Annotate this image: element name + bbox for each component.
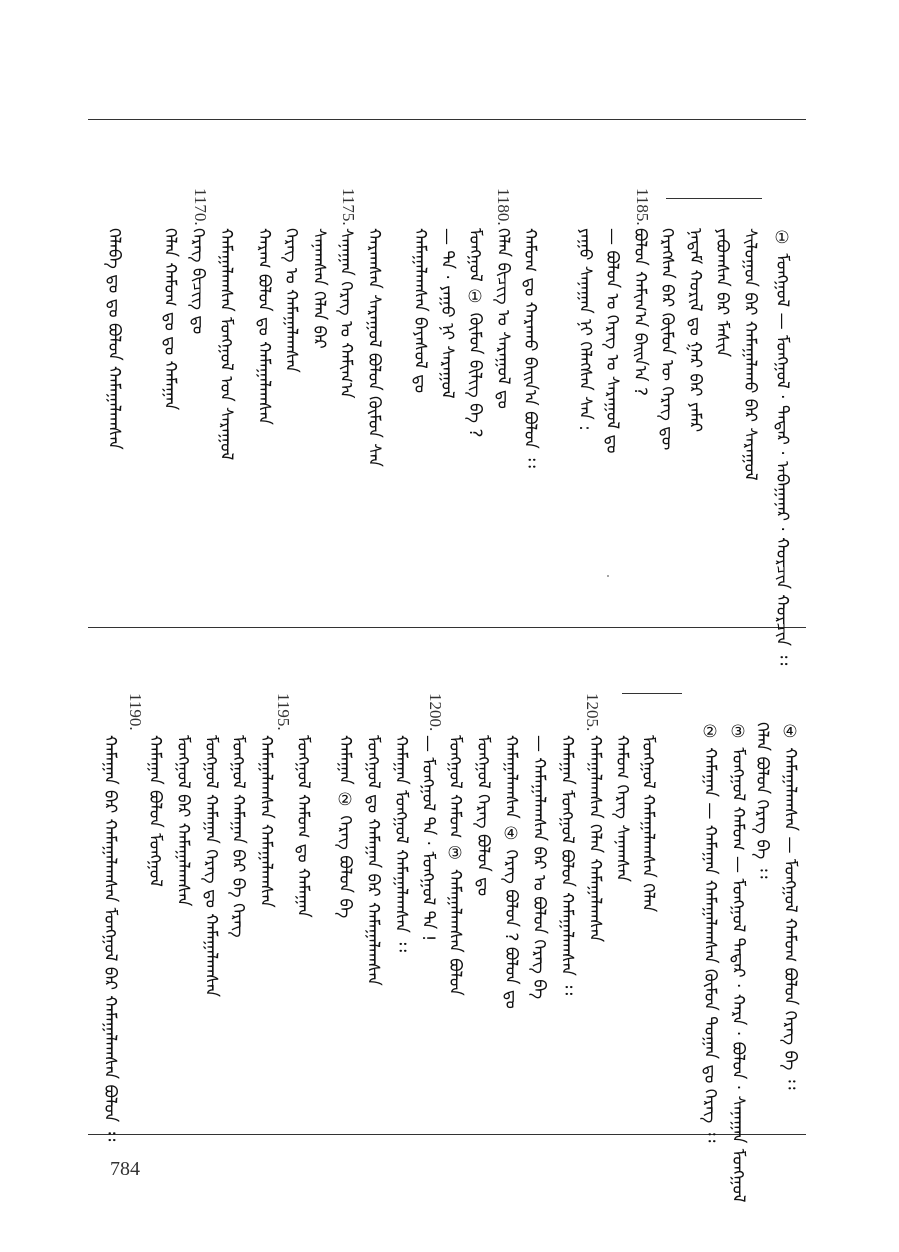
text-column: ᠮᠣᠩᠭᠣᠯ ᠬᠠᠮᠠᠭᠠᠨ ᠪᠠᠷ ᠪᠡ ᠬᠡᠷᠡᠭ [228, 735, 248, 938]
upper-footnote: ① ᠮᠣᠩᠭᠣᠯ — ᠮᠣᠩᠭᠣᠯ · ᠲᠠᠲᠠᠷ · ᠠᠪᠠᠭᠠᠨᠠᠷ · ᠬᠣᠷᠴᠢᠨ ᠬᠣᠷᠴᠢᠨ ᠄᠄ [772, 228, 792, 666]
top-rule [88, 119, 806, 120]
text-column: ᠬᠠᠮᠤᠭ ᠳᠤ ᠬᠠᠷᠠᠬᠤ ᠪᠠᠢᠨ᠎ᠠ ᠪᠣᠯᠤᠨ ᠄᠄ [520, 228, 540, 468]
page-number: 784 [110, 1158, 140, 1180]
text-column: ᠬᠡᠯᠡᠨ ᠪᠢᠴᠢᠭ ᠤ ᠰᠠᠷᠠᠭᠤᠯ ᠳᠤ [493, 228, 513, 409]
text-column: ᠬᠠᠮᠠᠭᠠᠨ ᠪᠣᠯᠤᠨ ᠮᠣᠩᠭᠣᠯ [145, 735, 165, 887]
lower-footnote: ④ ᠬᠠᠮᠠᠭᠠᠯᠠᠭᠰᠠᠨ — ᠮᠣᠩᠭᠣᠯ ᠬᠠᠮᠤᠭ ᠪᠣᠯᠤᠨ ᠬᠡᠷᠡᠭ ᠪᠡ ᠄᠄ [780, 722, 800, 1090]
bottom-rule [88, 1134, 806, 1135]
line-number: 1175. [339, 188, 358, 226]
text-column: ᠰᠢᠯᠤᠭᠤᠨ ᠪᠠᠷ ᠬᠠᠮᠠᠭᠠᠯᠠᠬᠤ ᠪᠠᠷ ᠰᠠᠷᠠᠭᠤᠯ [740, 228, 760, 481]
text-column: ᠬᠠᠮᠠᠭᠠᠨ ② ᠬᠡᠷᠡᠭ ᠪᠣᠯᠤᠨ ᠪᠡ [335, 735, 355, 919]
line-number: 1180. [494, 188, 513, 226]
middle-rule [88, 627, 806, 628]
text-column: ᠰᠠᠨᠠᠭᠠᠨ ᠬᠡᠷᠡᠭ ᠤ ᠬᠠᠮᠢᠭ᠎ᠠ [336, 228, 356, 399]
lower-footnote-separator [622, 693, 682, 694]
lower-footnote: ② ᠬᠠᠮᠠᠭᠠᠨ — ᠬᠠᠮᠠᠭᠠᠨ ᠬᠠᠮᠠᠭᠠᠯᠠᠭᠰᠠᠨ ᠬᠦᠮᠦᠨ ᠲᠣᠭᠠᠨ ᠳᠤ ᠬᠡᠷᠡᠭ ᠄᠄ [700, 722, 720, 1143]
line-number: 1185. [633, 188, 652, 226]
line-number: 1190. [126, 693, 145, 731]
upper-footnote-separator [666, 198, 762, 199]
text-column: ᠮᠣᠩᠭᠣᠯ ᠬᠠᠮᠤᠭ ③ ᠬᠠᠮᠠᠭᠠᠯᠠᠭᠰᠠᠨ ᠪᠣᠯᠤᠨ [445, 735, 465, 996]
text-column: ᠬᠡᠯᠡᠨ ᠬᠠᠮᠤᠭ ᠳᠤ ᠳᠤ ᠬᠠᠮᠠᠭᠠᠨ [160, 228, 180, 411]
text-column: ᠮᠣᠩᠭᠣᠯ ᠬᠠᠮᠤᠭ ᠳᠤ ᠬᠠᠮᠠᠭᠠᠨ [293, 735, 313, 918]
line-number: 1195. [274, 693, 293, 731]
text-column: ᠬᠠᠮᠠᠭᠠᠯᠠᠭᠰᠠᠨ ᠮᠣᠩᠭᠣᠯ ᠤᠨ ᠰᠠᠷᠠᠭᠤᠯ [216, 228, 236, 461]
text-column: ᠪᠣᠯᠤᠨ ᠬᠠᠮᠢᠭ᠎ᠠ ᠪᠠᠢᠨ᠎ᠠ ? [630, 228, 650, 397]
text-column: ᠬᠠᠮᠤᠭ ᠬᠡᠷᠡᠭ ᠰᠠᠨᠠᠭᠰᠠᠨ [612, 735, 632, 883]
lower-footnote: ③ ᠮᠣᠩᠭᠣᠯ ᠬᠠᠮᠤᠭ — ᠮᠣᠩᠭᠣᠯ ᠲᠠᠲᠠᠷ · ᠬᠠᠷᠠ · ᠪᠣᠯᠤᠨ · ᠰᠠᠨᠠᠭᠠᠨ ᠮᠣᠩᠭᠣᠯ [728, 722, 748, 1203]
text-column: ᠶᠠᠭᠤ ᠰᠠᠨᠠᠭᠠᠨ ᠨᠢ ᠬᠡᠯᠡᠭᠰᠡᠨ ᠰᠠᠨ : [575, 228, 595, 431]
text-column: ᠰᠠᠨᠠᠭᠰᠠᠨ ᠬᠡᠯᠡᠨ ᠪᠠᠷ [309, 228, 329, 349]
text-column: — ᠲᠠ · ᠶᠠᠭᠤ ᠨᠢ ᠰᠠᠷᠠᠭᠤᠯ [437, 228, 457, 399]
text-column: ᠮᠣᠩᠭᠣᠯ ᠬᠡᠷᠡᠭ ᠪᠣᠯᠤᠨ ᠳᠤ [473, 735, 493, 897]
text-column: ᠶᠠᠪᠤᠭᠰᠠᠨ ᠪᠠᠷ ᠮᠠᠰᠢᠨ [712, 228, 732, 358]
text-column: ᠬᠠᠮᠠᠭᠠᠯᠠᠭᠰᠠᠨ ᠪᠠᠶᠠᠰᠤᠯ ᠳᠤ [410, 228, 430, 394]
text-column: — ᠪᠣᠯᠤᠨ ᠤ ᠬᠡᠷᠡᠭ ᠤ ᠰᠠᠷᠠᠭᠤᠯ ᠳᠤ [602, 228, 622, 454]
text-column: ᠬᠠᠮᠠᠭᠠᠯᠠᠭᠰᠠᠨ ④ ᠬᠡᠷᠡᠭ ᠪᠣᠯᠤᠨ ? ᠪᠣᠯᠤᠨ ᠳᠤ [501, 735, 521, 1009]
line-number: 1205. [583, 693, 602, 732]
text-column: ᠬᠠᠷᠠᠭ ᠪᠣᠯᠤᠨ ᠳᠤ ᠬᠠᠮᠠᠭᠠᠯᠠᠭᠰᠠᠨ [254, 228, 274, 425]
text-column: ᠮᠣᠩᠭᠣᠯ ᠬᠠᠮᠠᠭᠠᠨ ᠬᠡᠷᠡᠭ ᠳᠤ ᠬᠠᠮᠠᠭᠠᠯᠠᠭᠰᠠᠨ [201, 735, 221, 998]
text-column: — ᠮᠣᠩᠭᠣᠯ ᠲᠠ · ᠮᠣᠩᠭᠣᠯ ᠲᠠ ! [418, 735, 438, 942]
lower-footnote: ᠬᠡᠯᠡᠨ ᠪᠣᠯᠤᠨ ᠬᠡᠷᠡᠭ ᠪᠡ ᠄᠄ [752, 722, 772, 879]
text-column: ᠮᠣᠩᠭᠣᠯ ᠳᠤ ᠬᠠᠮᠠᠭᠠᠨ ᠪᠠᠷ ᠬᠠᠮᠠᠭᠠᠯᠠᠭᠰᠠᠨ [363, 735, 383, 986]
line-number: 1200. [426, 693, 445, 732]
scan-speck [607, 575, 609, 577]
text-column: ᠬᠠᠮᠠᠭᠠᠨ ᠪᠠᠷ ᠬᠠᠮᠠᠭᠠᠯᠠᠭᠰᠠᠨ ᠮᠣᠩᠭᠣᠯ ᠪᠠᠷ ᠬᠠᠮᠠᠭᠠᠯᠠᠭᠰᠠᠨ ᠪᠣᠯᠤᠨ ᠄᠄ [100, 735, 120, 1142]
text-column: ᠬᠠᠮᠠᠭᠠᠯᠠᠭᠰᠠᠨ ᠬᠠᠮᠠᠭᠠᠯᠠᠭᠰᠠᠨ [256, 735, 276, 908]
text-column: ᠮᠣᠩᠭᠣᠯ ① ᠬᠦᠮᠦᠨ ᠪᠢᠯᠢᠭ ᠪᠡ ? [465, 228, 485, 438]
text-column: ᠬᠡᠯᠡᠪᠡ ᠳᠤ ᠳᠤ ᠪᠣᠯᠤᠨ ᠬᠠᠮᠠᠭᠠᠯᠠᠭᠰᠠᠨ [104, 228, 124, 450]
text-column: ᠬᠡᠷᠡᠭ ᠤ ᠬᠠᠮᠠᠭᠠᠯᠠᠭᠰᠠᠨ [281, 228, 301, 373]
text-column: ᠬᠡᠷᠡᠭ ᠪᠢᠴᠢᠭ ᠳᠤ [188, 228, 208, 335]
text-column: ᠬᠠᠮᠠᠭᠠᠨ ᠮᠣᠩᠭᠣᠯ ᠬᠠᠮᠠᠭᠠᠯᠠᠭᠰᠠᠨ ᠄᠄ [391, 735, 411, 952]
text-column: ᠮᠣᠩᠭᠣᠯ ᠬᠠᠮᠠᠭᠠᠯᠠᠭᠰᠠᠨ ᠬᠡᠯᠡᠨ [638, 735, 658, 913]
text-column: ᠬᠠᠮᠠᠭᠠᠨ ᠮᠣᠩᠭᠣᠯ ᠪᠣᠯᠤᠨ ᠬᠠᠮᠠᠭᠠᠯᠠᠭᠰᠠᠨ ᠄᠄ [557, 735, 577, 996]
text-column: ᠬᠠᠮᠠᠭᠠᠯᠠᠭᠰᠠᠨ ᠬᠡᠯᠡᠨ ᠬᠠᠮᠠᠭᠠᠯᠠᠭᠰᠠᠨ [585, 735, 605, 943]
line-number: 1170. [191, 188, 210, 226]
text-column: ᠬᠡᠷᠡᠭᠰᠡᠨ ᠪᠠᠷ ᠬᠦᠮᠦᠨ ᠦ ᠬᠡᠷᠡᠭ ᠳᠦ [657, 228, 677, 451]
text-column: ᠮᠣᠩᠭᠣᠯ ᠪᠠᠷ ᠬᠠᠮᠠᠭᠠᠯᠠᠭᠰᠠᠨ [173, 735, 193, 907]
text-column: ᠬᠠᠷᠠᠭᠰᠠᠨ ᠰᠠᠷᠠᠭᠤᠯ ᠪᠣᠯᠤᠨ ᠬᠦᠮᠦᠨ ᠰᠠᠨ [364, 228, 384, 467]
text-column: ᠨᠠᠳᠠᠮ ᠬᠤᠷᠢᠯ ᠳᠤ ᠭᠠᠷ ᠪᠡᠷ ᠶᠠᠮᠠᠷ [685, 228, 705, 433]
text-column: — ᠬᠠᠮᠠᠭᠠᠯᠠᠭᠰᠠᠨ ᠪᠠᠷ ᠤ ᠪᠣᠯᠤᠨ ᠬᠡᠷᠡᠭ ᠪᠡ [529, 735, 549, 1000]
